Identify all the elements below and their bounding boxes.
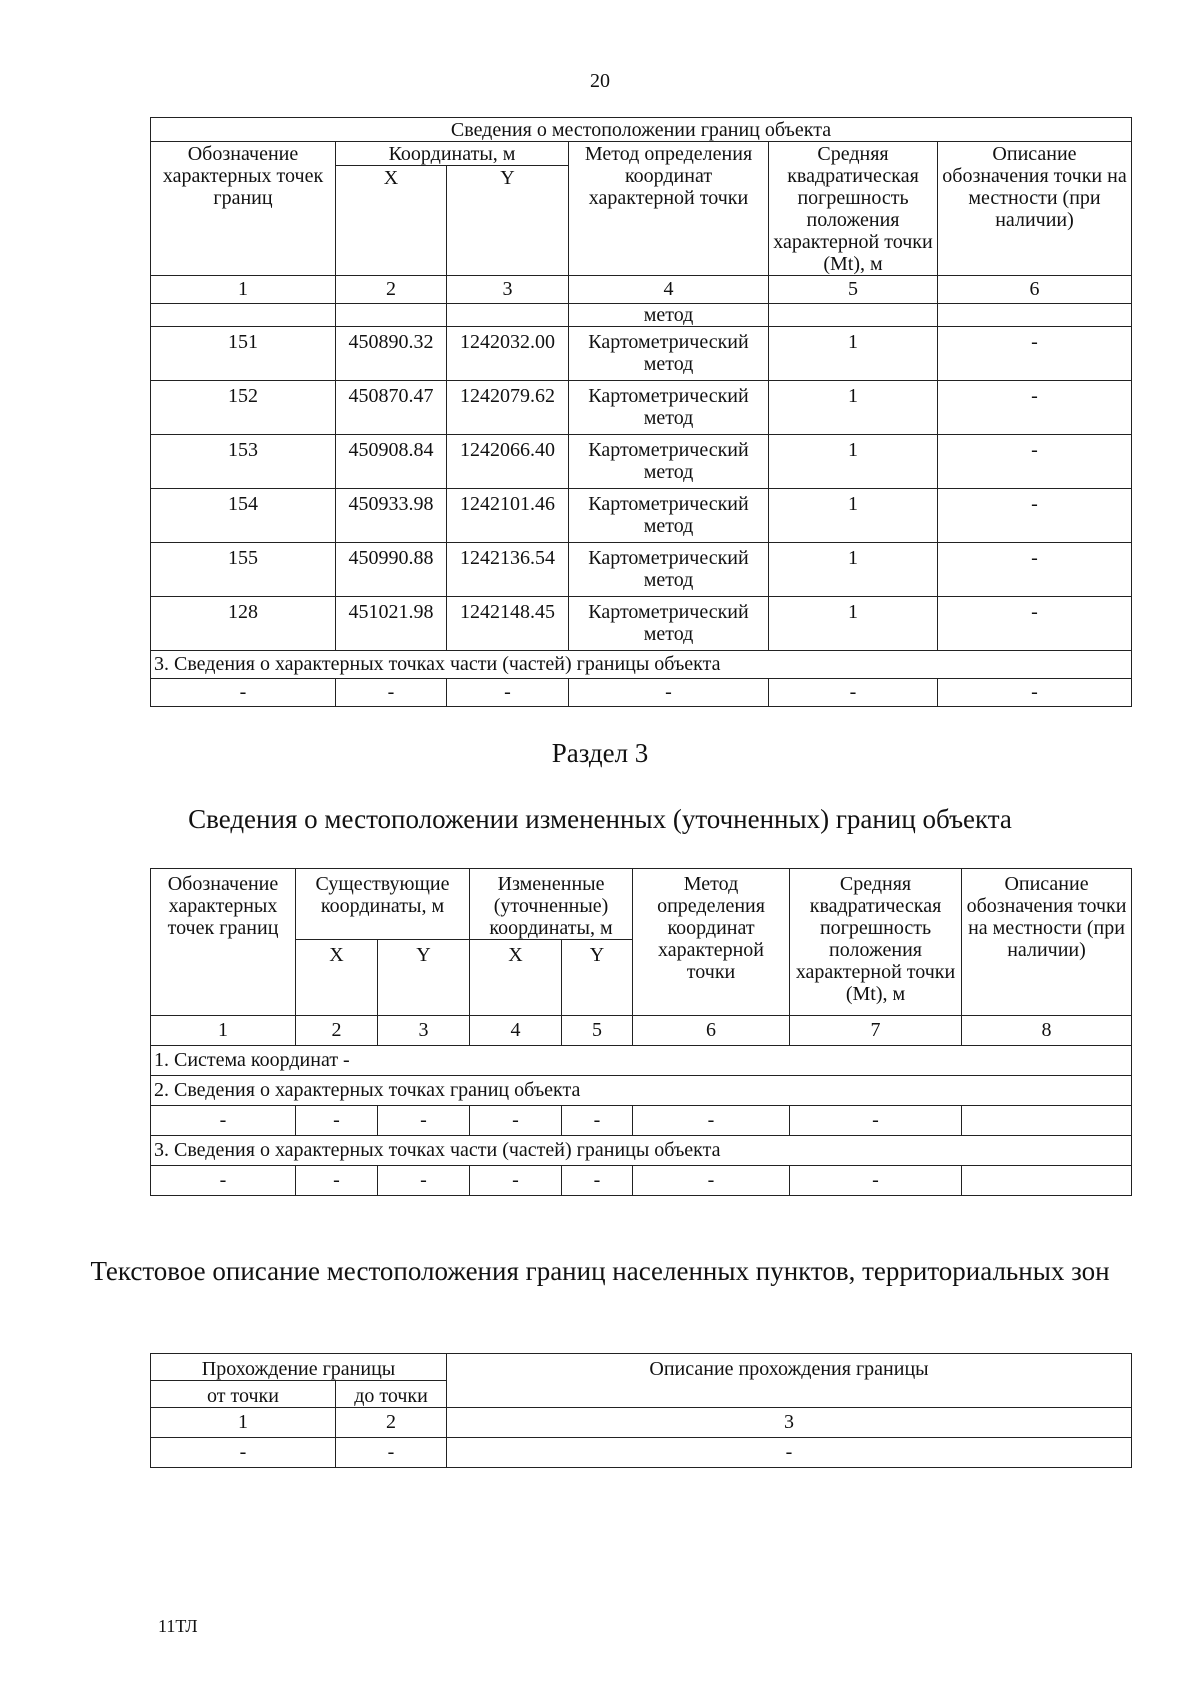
section-row: 3. Сведения о характерных точках части (частей) границы объекта: [151, 651, 1132, 679]
dash-cell: -: [296, 1166, 378, 1196]
cell-desc: -: [938, 543, 1132, 597]
cell-x: 451021.98: [336, 597, 447, 651]
continued-method: метод: [569, 304, 769, 327]
table-title: Сведения о местоположении границ объекта: [151, 118, 1132, 142]
section-row: 1. Система координат -: [151, 1046, 1132, 1076]
col-number: 4: [569, 276, 769, 304]
cell-y: 1242101.46: [447, 489, 569, 543]
dash-cell: -: [151, 679, 336, 707]
cell-point: 151: [151, 327, 336, 381]
dash-cell: -: [447, 1438, 1132, 1468]
header-changed: Измененные (уточненные) координаты, м: [470, 869, 633, 940]
col-number: 8: [962, 1016, 1132, 1046]
cell-point: 128: [151, 597, 336, 651]
cell-mt: 1: [769, 489, 938, 543]
col-number: 1: [151, 1016, 296, 1046]
cell-y: 1242079.62: [447, 381, 569, 435]
header-point: Обозначение характерных точек границ: [151, 869, 296, 1016]
text-description-table: [150, 1353, 1132, 1468]
dash-cell: -: [378, 1106, 470, 1136]
col-number: 4: [470, 1016, 562, 1046]
col-number: 3: [447, 276, 569, 304]
header-y: Y: [447, 166, 569, 276]
cell-y: 1242136.54: [447, 543, 569, 597]
cell-desc: -: [938, 327, 1132, 381]
col-number: 6: [633, 1016, 790, 1046]
header-description: Описание прохождения границы: [447, 1354, 1132, 1408]
cell-y: 1242032.00: [447, 327, 569, 381]
header-to: до точки: [336, 1381, 447, 1408]
header-method: Метод определения координат характерной точки: [569, 142, 769, 276]
header-from: от точки: [151, 1381, 336, 1408]
dash-cell: -: [569, 679, 769, 707]
dash-cell: -: [151, 1438, 336, 1468]
header-mt: Средняя квадратическая погрешность положения характерной точки (Mt), м: [769, 142, 938, 276]
header-mt: Средняя квадратическая погрешность положения характерной точки (Mt), м: [790, 869, 962, 1016]
dash-cell: -: [336, 679, 447, 707]
cell-point: 152: [151, 381, 336, 435]
dash-cell: -: [790, 1166, 962, 1196]
boundary-table: [150, 117, 1132, 707]
changed-boundaries-table: [150, 868, 1132, 1196]
dash-cell: -: [769, 679, 938, 707]
cell-mt: 1: [769, 543, 938, 597]
dash-cell: -: [447, 679, 569, 707]
dash-cell: -: [296, 1106, 378, 1136]
dash-cell: -: [562, 1166, 633, 1196]
header-passage: Прохождение границы: [151, 1354, 447, 1381]
cell-desc: -: [938, 381, 1132, 435]
header-x: X: [296, 940, 378, 1016]
cell-mt: 1: [769, 435, 938, 489]
cell-desc: -: [938, 597, 1132, 651]
cell-point: 154: [151, 489, 336, 543]
dash-cell: -: [633, 1166, 790, 1196]
page-number: 20: [590, 70, 610, 92]
header-existing: Существующие координаты, м: [296, 869, 470, 940]
dash-cell: -: [938, 679, 1132, 707]
section-heading: Раздел 3: [551, 738, 649, 768]
cell-method: Картометрический метод: [569, 543, 769, 597]
table-row: [151, 543, 1132, 597]
cell-desc: -: [938, 435, 1132, 489]
col-number: 7: [790, 1016, 962, 1046]
dash-cell: -: [790, 1106, 962, 1136]
cell-y: 1242066.40: [447, 435, 569, 489]
cell-method: Картометрический метод: [569, 435, 769, 489]
col-number: 5: [562, 1016, 633, 1046]
table-row: [151, 435, 1132, 489]
cell-method: Картометрический метод: [569, 381, 769, 435]
cell-mt: 1: [769, 597, 938, 651]
table-row: [151, 381, 1132, 435]
header-desc: Описание обозначения точки на местности (при наличии): [962, 869, 1132, 1016]
cell-x: 450870.47: [336, 381, 447, 435]
cell-x: 450908.84: [336, 435, 447, 489]
dash-cell: -: [470, 1166, 562, 1196]
header-y: Y: [562, 940, 633, 1016]
table-row: [151, 597, 1132, 651]
cell-x: 450990.88: [336, 543, 447, 597]
header-coords: Координаты, м: [336, 142, 569, 166]
header-x: X: [336, 166, 447, 276]
col-number: 3: [378, 1016, 470, 1046]
cell-point: 153: [151, 435, 336, 489]
dash-cell: -: [151, 1166, 296, 1196]
header-y: Y: [378, 940, 470, 1016]
col-number: 5: [769, 276, 938, 304]
header-x: X: [470, 940, 562, 1016]
col-number: 1: [151, 1408, 336, 1438]
section-row: 3. Сведения о характерных точках части (частей) границы объекта: [151, 1136, 1132, 1166]
dash-cell: -: [633, 1106, 790, 1136]
cell-mt: 1: [769, 381, 938, 435]
footer-code: 11ТЛ: [158, 1616, 198, 1636]
dash-cell: -: [151, 1106, 296, 1136]
section-row: 2. Сведения о характерных точках границ объекта: [151, 1076, 1132, 1106]
table-row: [151, 327, 1132, 381]
cell-desc: -: [938, 489, 1132, 543]
cell-mt: 1: [769, 327, 938, 381]
cell-point: 155: [151, 543, 336, 597]
col-number: 3: [447, 1408, 1132, 1438]
cell-y: 1242148.45: [447, 597, 569, 651]
changed-boundaries-title: Сведения о местоположении измененных (уточненных) границ объекта: [188, 804, 1012, 834]
cell-x: 450890.32: [336, 327, 447, 381]
header-point: Обозначение характерных точек границ: [151, 142, 336, 276]
col-number: 1: [151, 276, 336, 304]
col-number: 6: [938, 276, 1132, 304]
dash-cell: -: [378, 1166, 470, 1196]
header-method: Метод определения координат характерной точки: [633, 869, 790, 1016]
dash-cell: -: [470, 1106, 562, 1136]
dash-cell: -: [336, 1438, 447, 1468]
cell-method: Картометрический метод: [569, 597, 769, 651]
text-description-title: Текстовое описание местоположения границ населенных пунктов, территориальных зон: [90, 1256, 1110, 1286]
table-row: [151, 489, 1132, 543]
dash-cell: -: [562, 1106, 633, 1136]
col-number: 2: [296, 1016, 378, 1046]
header-desc: Описание обозначения точки на местности (при наличии): [938, 142, 1132, 276]
cell-x: 450933.98: [336, 489, 447, 543]
cell-method: Картометрический метод: [569, 327, 769, 381]
col-number: 2: [336, 276, 447, 304]
col-number: 2: [336, 1408, 447, 1438]
cell-method: Картометрический метод: [569, 489, 769, 543]
